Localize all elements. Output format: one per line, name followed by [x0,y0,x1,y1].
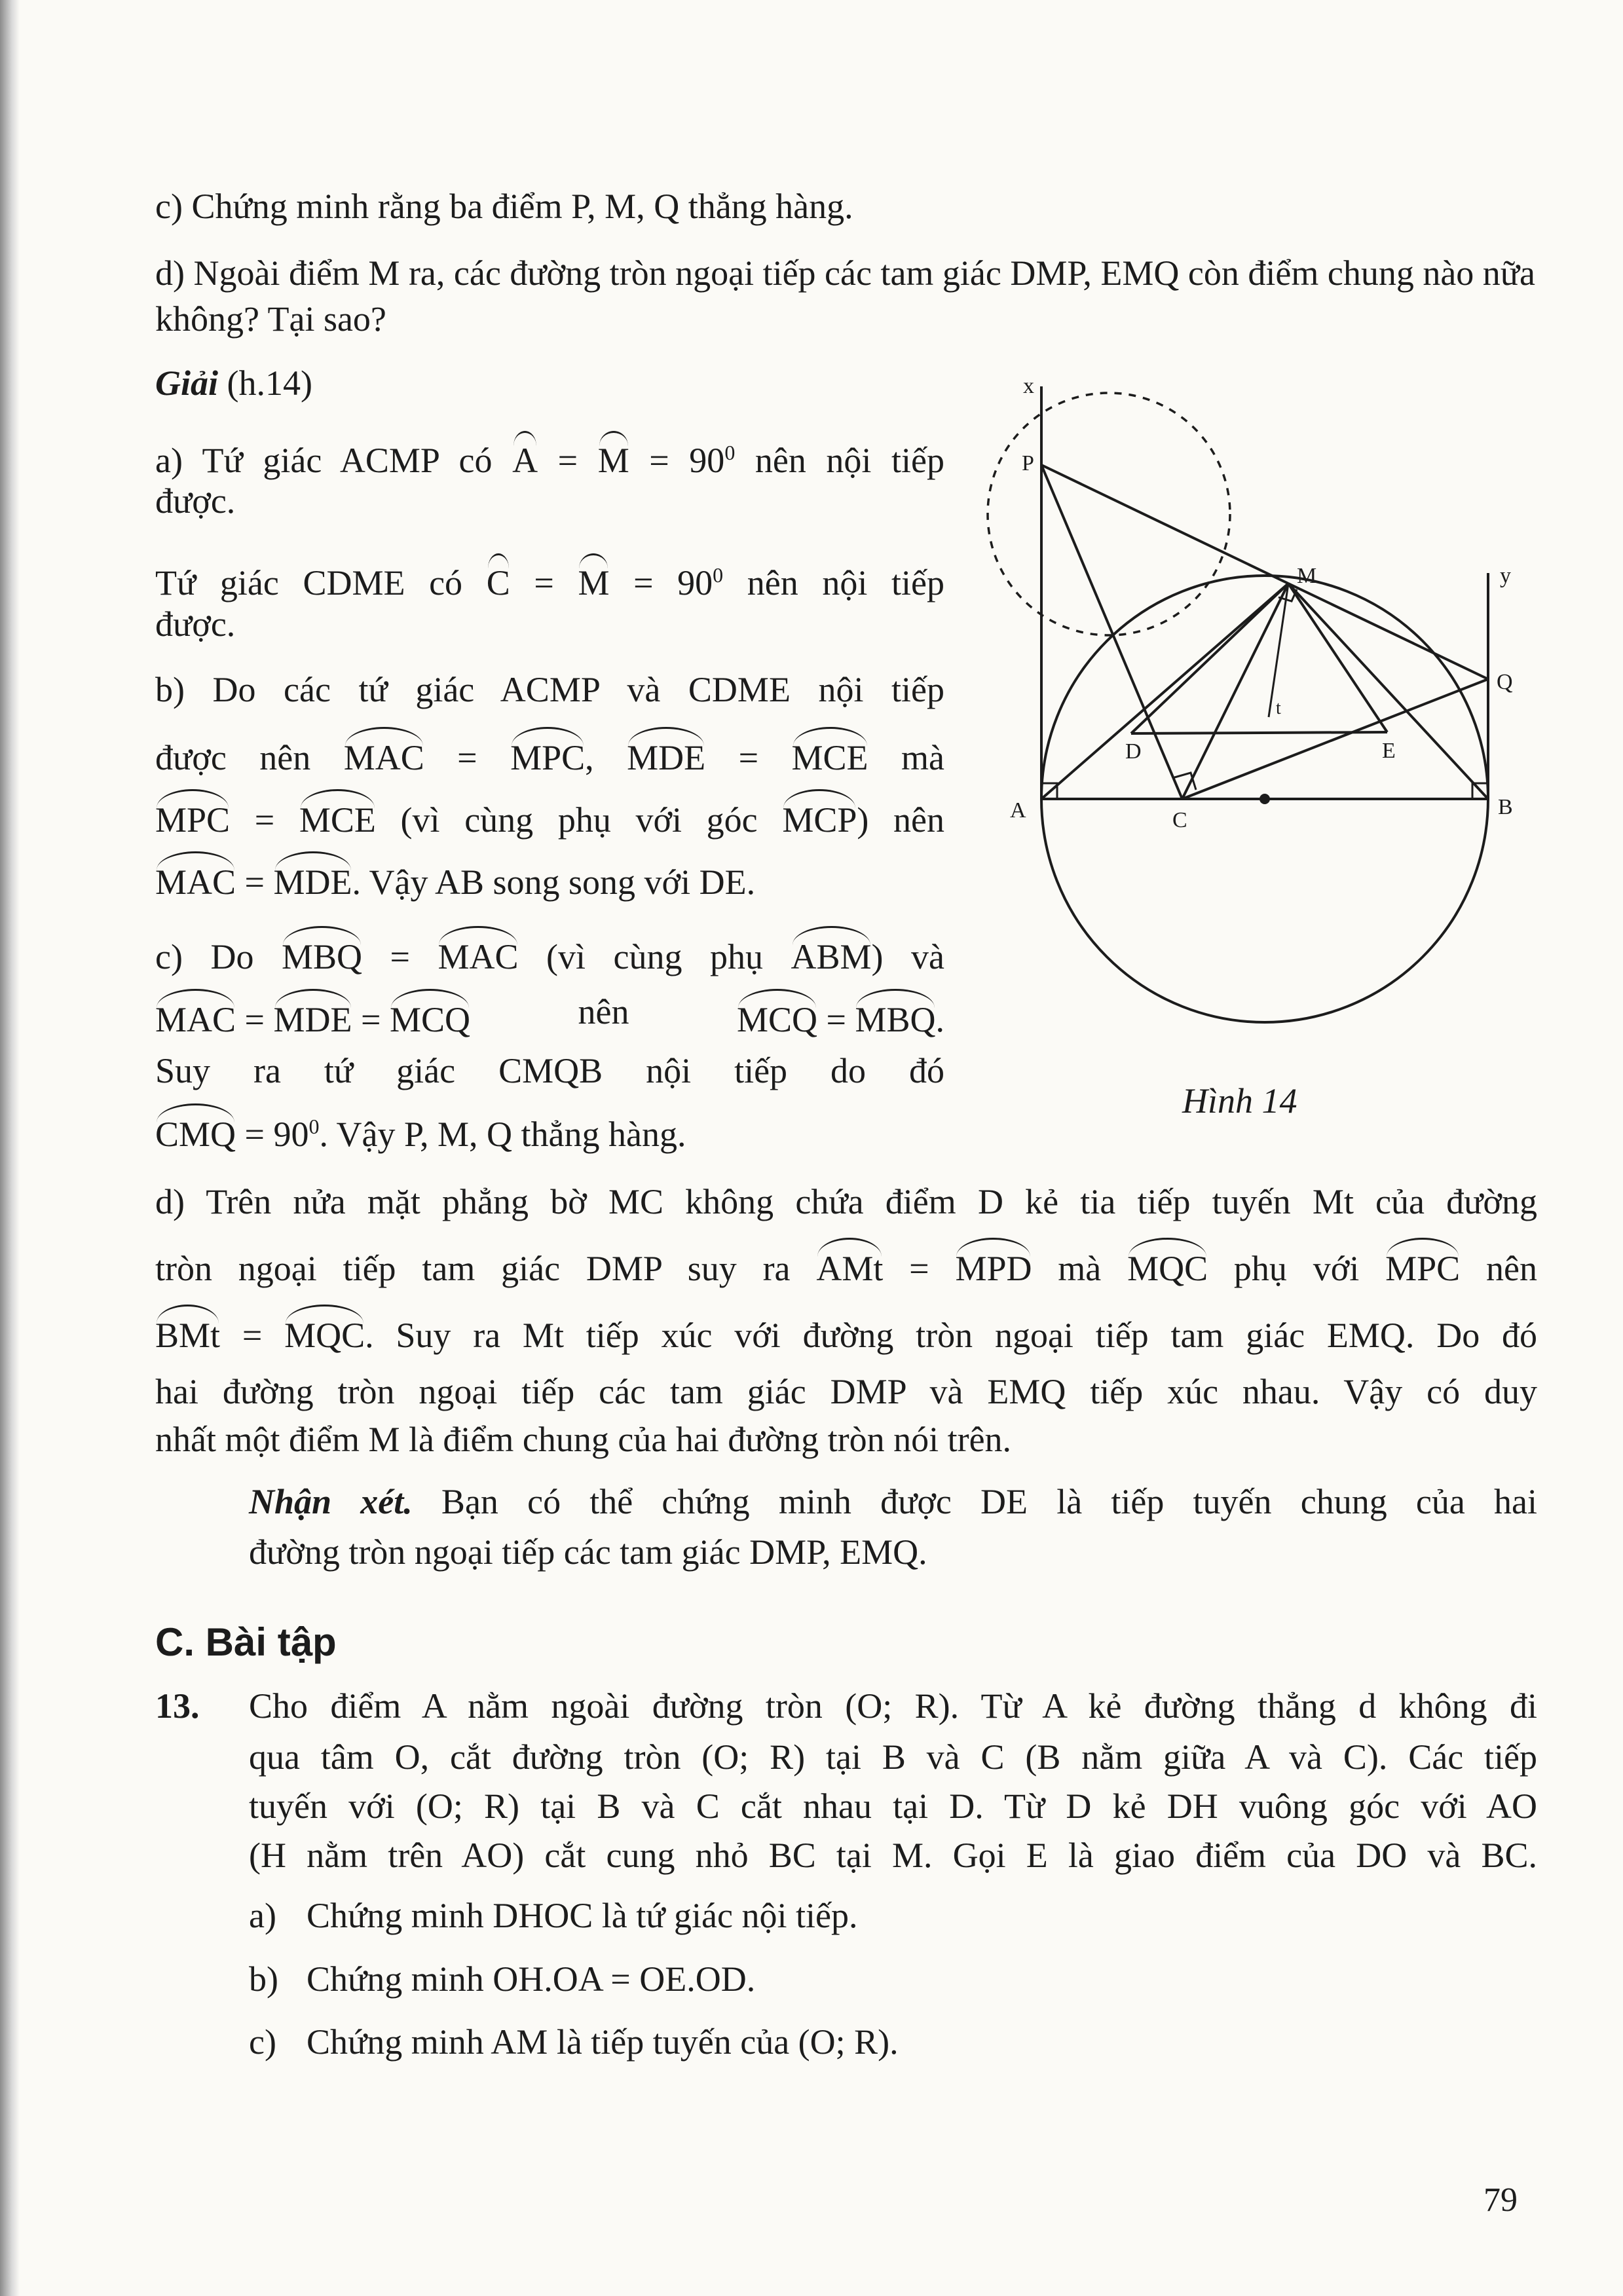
label-C: C [1172,808,1187,832]
angle-M: M [598,431,629,483]
solution-b-line4: MAC = MDE. Vậy AB song song với DE. [155,851,755,905]
arc-MCP: MCP [782,789,857,843]
label-B: B [1498,795,1513,819]
solution-a-line3: Tứ giác CDME có $C = M = 90^0$ nên nội tiếp [155,553,944,606]
solution-c-line3: Suy ra tứ giác CMQB nội tiếp do đó [155,1051,944,1090]
label-y: y [1500,564,1511,588]
exercise-number: 13. [155,1686,200,1726]
section-c-heading: C. Bài tập [155,1620,337,1664]
arc-MDE-3: MDE [274,989,352,1043]
solution-b-line3: MPC = MCE (vì cùng phụ với góc MCP) nên [155,789,944,843]
figure-hinh-14 [969,367,1559,1126]
arc-ABM: ABM [791,926,872,980]
lower-circle [1041,799,1488,1022]
exercise-part-a-label: a) [249,1896,276,1935]
segment-DE [1131,732,1387,733]
center-dot [1259,794,1270,804]
solution-b-line2: được nên MAC = MPC, MDE = MCE mà [155,727,944,781]
solution-d-line3: BMt = MQC. Suy ra Mt tiếp xúc với đường tròn ngoại tiếp tam giác EMQ. Do đó [155,1305,1537,1358]
remark-line1: Nhận xét. Bạn có thể chứng minh được DE là tiếp tuyến chung của hai [249,1482,1537,1521]
label-Q: Q [1497,670,1513,694]
angle-A: A [512,431,538,483]
solution-c-line2: MAC = MDE = MCQ nên MCQ = MBQ. [155,989,944,1043]
arc-MAC: MAC [344,727,424,781]
solution-a-line2: được. [155,481,236,521]
arc-MAC-2: MAC [155,851,236,905]
solution-a-line1: a) Tứ giác ACMP có $A = M = 90^0$ nên nội tiếp [155,431,944,483]
arc-MQC-2: MQC [284,1305,365,1358]
angle-C: C [487,553,510,606]
solution-c-line1: c) Do MBQ = MAC (vì cùng phụ ABM) và [155,926,944,980]
label-t: t [1276,698,1281,718]
exercise-part-b: Chứng minh OH.OA = OE.OD. [307,1959,756,1999]
page-binding-edge [0,0,20,2296]
segment-CQ [1182,679,1488,799]
angle-M-2: M [578,553,609,606]
segment-PM [1041,465,1288,583]
arc-MPC-3: MPC [1385,1238,1460,1291]
arc-MBQ: MBQ [282,926,362,980]
solution-d-line4: hai đường tròn ngoại tiếp các tam giác DMP và EMQ tiếp xúc nhau. Vậy có duy [155,1372,1537,1411]
arc-MPC: MPC [510,727,585,781]
problem-part-d: d) Ngoài điểm M ra, các đường tròn ngoại tiếp các tam giác DMP, EMQ còn điểm chung nào nữa không? Tại sao? [155,253,1536,339]
figure-ref: (h.14) [218,363,312,403]
arc-AMt: AMt [816,1238,883,1291]
arc-MDE-2: MDE [274,851,352,905]
solution-title: Giải [155,363,219,403]
arc-MQC: MQC [1127,1238,1208,1291]
remark-line2: đường tròn ngoại tiếp các tam giác DMP, EMQ. [249,1532,927,1572]
label-A: A [1010,798,1026,823]
segment-MQ [1288,583,1488,679]
exercise-part-c: Chứng minh AM là tiếp tuyến của (O; R). [307,2022,899,2062]
label-D: D [1125,739,1142,764]
exercise-part-c-label: c) [249,2022,276,2062]
problem-part-c: c) Chứng minh rằng ba điểm P, M, Q thẳng hàng. [155,187,853,226]
solution-d-line5: nhất một điểm M là điểm chung của hai đường tròn nói trên. [155,1420,1012,1459]
arc-MPD: MPD [955,1238,1032,1291]
exercise-part-a: Chứng minh DHOC là tứ giác nội tiếp. [307,1896,858,1935]
remark-label: Nhận xét. [249,1482,413,1521]
arc-MCE: MCE [792,727,868,781]
exercise-line-2: qua tâm O, cắt đường tròn (O; R) tại B và C (B nằm giữa A và C). Các tiếp [249,1737,1537,1777]
label-M: M [1297,564,1317,588]
solution-b-line1: b) Do các tứ giác ACMP và CDME nội tiếp [155,670,944,709]
exercise-line-3: tuyến với (O; R) tại B và C cắt nhau tại D. Từ D kẻ DH vuông góc với AO [249,1787,1537,1826]
segment-AM [1041,583,1288,799]
label-x: x [1023,374,1034,398]
arc-CMQ: CMQ [155,1103,236,1157]
solution-d-line1: d) Trên nửa mặt phẳng bờ MC không chứa điểm D kẻ tia tiếp tuyến Mt của đường [155,1182,1537,1221]
arc-MCQ-2: MCQ [737,989,817,1043]
solution-c-line4: CMQ = $90^0$. Vậy P, M, Q thẳng hàng. [155,1103,686,1157]
arc-MBQ-2: MBQ [855,989,935,1043]
arc-MCE-2: MCE [299,789,376,843]
arc-MDE: MDE [627,727,705,781]
figure-caption: Hình 14 [1182,1081,1297,1120]
page-number: 79 [1483,2181,1518,2219]
arc-MCQ: MCQ [390,989,470,1043]
dashed-circle [988,393,1230,635]
arc-MAC-3: MAC [438,926,518,980]
exercise-part-b-label: b) [249,1959,278,1999]
solution-a-line4: được. [155,604,236,644]
exercise-line-1: Cho điểm A nằm ngoài đường tròn (O; R). Từ A kẻ đường thẳng d không đi [249,1686,1537,1726]
label-P: P [1022,451,1034,475]
arc-MAC-4: MAC [155,989,236,1043]
solution-heading [155,360,312,406]
arc-MPC-2: MPC [155,789,230,843]
label-E: E [1382,739,1396,763]
arc-BMt: BMt [155,1305,220,1358]
solution-d-line2: tròn ngoại tiếp tam giác DMP suy ra AMt = MPD mà MQC phụ với MPC nên [155,1238,1537,1291]
segment-PC [1041,465,1182,799]
exercise-line-4: (H nằm trên AO) cắt cung nhỏ BC tại M. Gọi E là giao điểm của DO và BC. [249,1836,1537,1875]
